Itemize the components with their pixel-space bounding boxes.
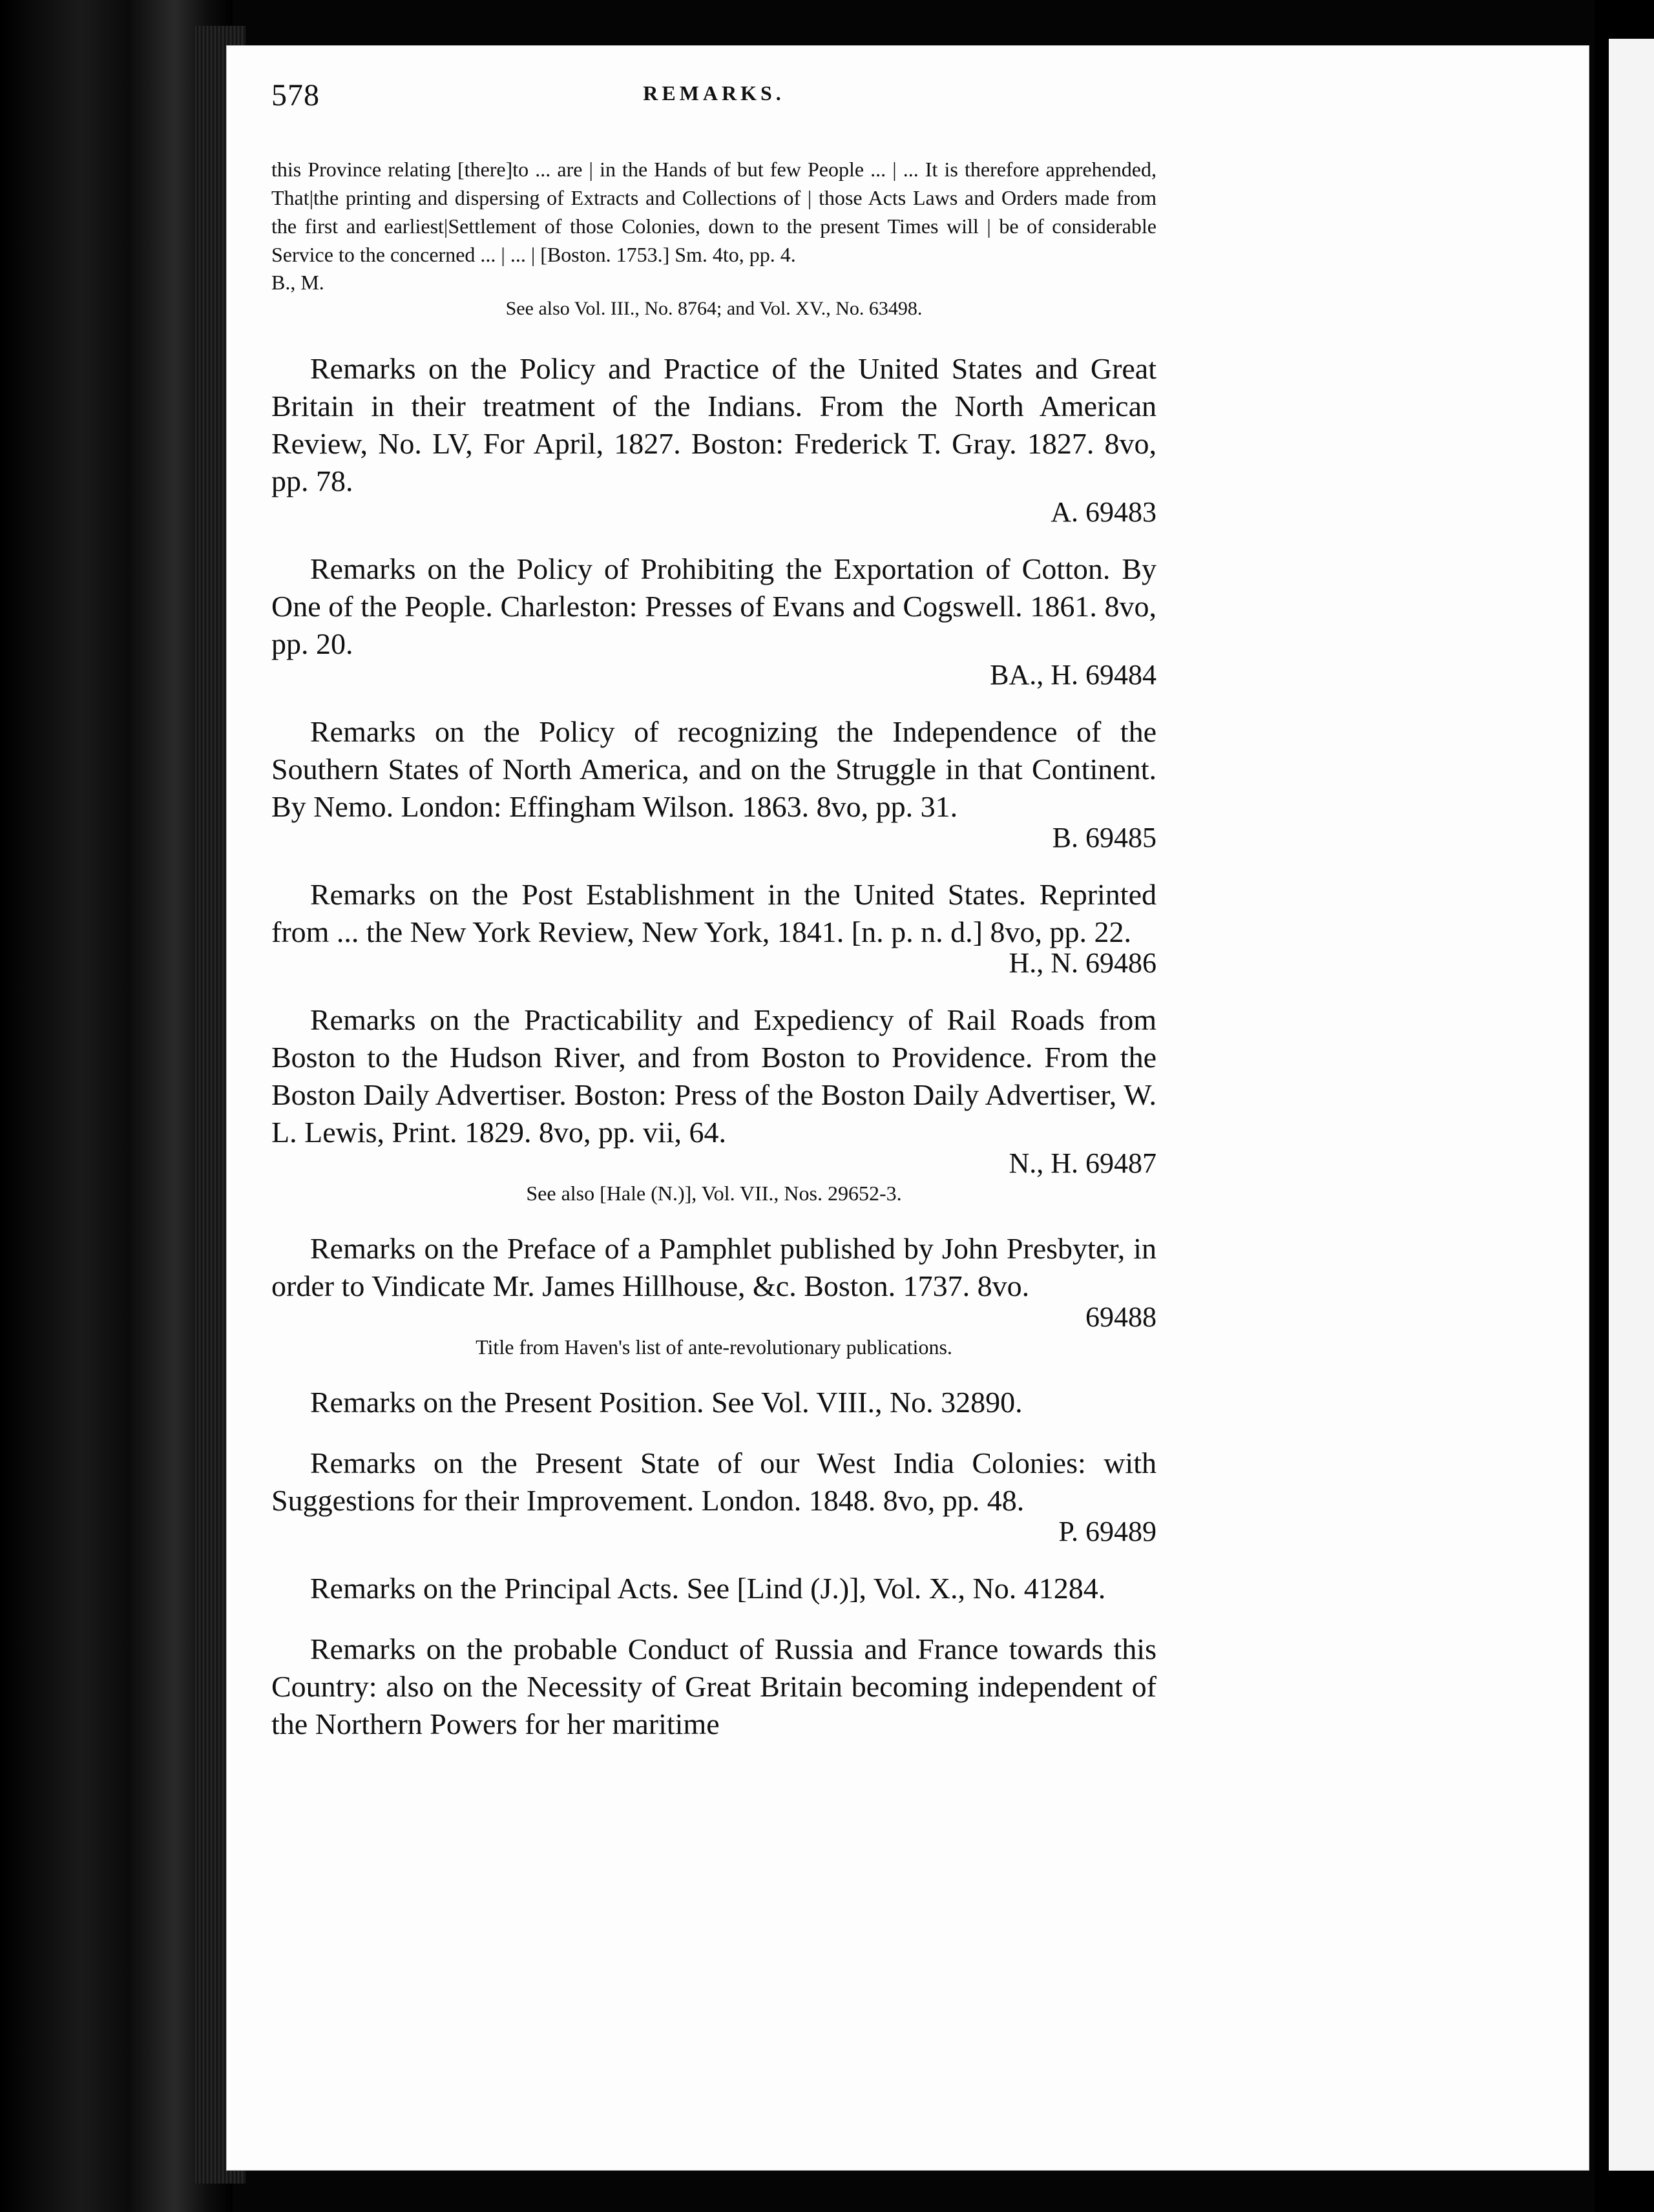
page-content <box>271 78 1157 1766</box>
entry-shelfmark: P. 69489 <box>1058 1516 1157 1547</box>
entry-text: Remarks on the Present State of our West India Colonies: with Suggestions for their Improvement. London. 1848. 8vo, pp. 48. <box>271 1446 1157 1517</box>
entry-text: Remarks on the Policy and Practice of the United States and Great Britain in their treatment of the Indians. From the North American Review, No. LV, For April, 1827. Boston: Frederick T. Gray. 1827. 8vo, pp. 78. <box>271 352 1157 497</box>
entry-shelfmark: 69488 <box>1085 1301 1157 1333</box>
catalog-entry <box>271 1001 1157 1207</box>
entry-shelfmark: H., N. 69486 <box>1009 947 1157 979</box>
catalog-entry <box>271 876 1157 978</box>
entry-text: Remarks on the Preface of a Pamphlet published by John Presbyter, in order to Vindicate Mr. James Hillhouse, &c. Boston. 1737. 8vo. <box>271 1232 1157 1302</box>
continued-entry-locations: B., M. <box>271 271 324 294</box>
entry-text: Remarks on the Practicability and Expediency of Rail Roads from Boston to the Hudson River, and from Boston to Providence. From the Boston Daily Advertiser. Boston: Press of the Boston Daily Advertiser, W. L. Lewis, Print. 1829. 8vo, pp. vii, 64. <box>271 1003 1157 1149</box>
entry-note: Title from Haven's list of ante-revolutionary publications. <box>476 1335 952 1359</box>
entry-shelfmark: N., H. 69487 <box>1009 1147 1157 1179</box>
continued-entry-see-also: See also Vol. III., No. 8764; and Vol. XV., No. 63498. <box>505 298 923 319</box>
entry-text: Remarks on the Principal Acts. See [Lind (J.)], Vol. X., No. 41284. <box>310 1572 1106 1605</box>
continued-entry <box>271 155 1157 322</box>
entry-text: Remarks on the Post Establishment in the United States. Reprinted from ... the New York Review, New York, 1841. [n. p. n. d.] 8vo, pp. 22. <box>271 878 1157 948</box>
entry-shelfmark: A. 69483 <box>1051 496 1157 528</box>
entry-text: Remarks on the Policy of recognizing the Independence of the Southern States of North America, and on the Struggle in that Continent. By Nemo. London: Effingham Wilson. 1863. 8vo, pp. 31. <box>271 715 1157 823</box>
entry-shelfmark: BA., H. 69484 <box>990 659 1157 691</box>
entry-text: Remarks on the Present Position. See Vol. VIII., No. 32890. <box>310 1386 1023 1419</box>
catalog-entry <box>271 1384 1157 1421</box>
catalog-entry <box>271 350 1157 527</box>
running-head <box>271 78 1157 123</box>
catalog-entry <box>271 1445 1157 1547</box>
page-number: 578 <box>271 78 320 112</box>
catalog-entry <box>271 1230 1157 1361</box>
entry-shelfmark: B. 69485 <box>1052 822 1157 853</box>
entry-text: Remarks on the Policy of Prohibiting the Exportation of Cotton. By One of the People. Charleston: Presses of Evans and Cogswell. 1861. 8vo, pp. 20. <box>271 552 1157 660</box>
entry-note: See also [Hale (N.)], Vol. VII., Nos. 29652-3. <box>526 1182 902 1205</box>
catalog-entry <box>271 550 1157 690</box>
catalog-entry <box>271 1631 1157 1743</box>
entry-text: Remarks on the probable Conduct of Russia and France towards this Country: also on the Necessity of Great Britain becoming independent of the Northern Powers for her maritime <box>271 1633 1157 1740</box>
catalog-entry <box>271 1570 1157 1607</box>
running-title: REMARKS. <box>643 81 785 105</box>
catalog-entry <box>271 713 1157 853</box>
continued-entry-text: this Province relating [there]to ... are | in the Hands of but few People ... | ... It is therefore apprehended, That|the printing and dispersing of Extracts and Collections of | those Acts Laws and Orders made from the first and earliest|Settlement of those Colonies, down to the present Times will | be of considerable Service to the concerned ... | ... | [Boston. 1753.] Sm. 4to, pp. 4. <box>271 158 1157 266</box>
next-page-edge <box>1609 39 1654 2171</box>
